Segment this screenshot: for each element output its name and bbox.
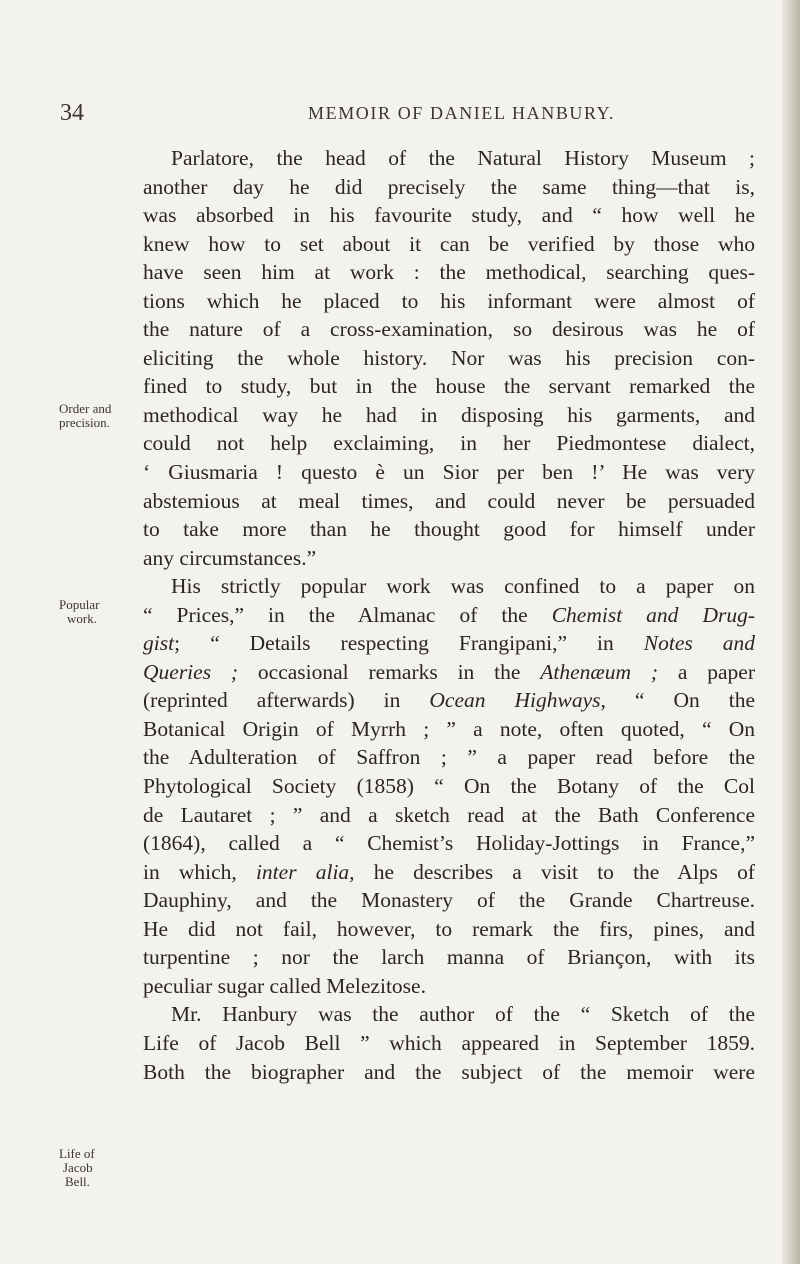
text-line: Phytological Society (1858) “ On the Botany of the Col xyxy=(143,774,755,799)
text-run: a paper xyxy=(658,659,755,684)
text-line: ‘ Giusmaria ! questo è un Sior per ben !’ He was very xyxy=(143,460,755,485)
text-line: He did not fail, however, to remark the firs, pines, and xyxy=(143,916,755,941)
margin-note-line: precision. xyxy=(59,415,110,430)
text-line: the nature of a cross-examination, so desirous was he of xyxy=(143,317,755,342)
text-run: he describes a visit to the Alps of xyxy=(354,859,755,884)
text-line: Parlatore, the head of the Natural History Museum ; xyxy=(171,146,755,170)
text-line: de Lautaret ; ” and a sketch read at the Bath Conference xyxy=(143,802,755,827)
text-line: turpentine ; nor the larch manna of Briançon, with its xyxy=(143,945,755,970)
text-run-italic: Chemist and Drug- xyxy=(551,602,755,627)
margin-note-line: Order and xyxy=(59,401,112,416)
page-number: 34 xyxy=(60,100,84,126)
text-line: methodical way he had in disposing his garments, and xyxy=(143,402,755,427)
text-line: the Adulteration of Saffron ; ” a paper read before the xyxy=(143,745,755,770)
text-line: another day he did precisely the same thing—that is, xyxy=(143,174,755,199)
text-line: tions which he placed to his informant were almost of xyxy=(143,288,755,313)
text-run-italic: Queries ; xyxy=(143,659,239,684)
text-run-italic: Athenæum ; xyxy=(540,659,659,684)
margin-note-life xyxy=(59,1147,137,1189)
text-line: Mr. Hanbury was the author of the “ Sketch of the xyxy=(171,1002,755,1027)
body-text xyxy=(143,144,755,1086)
text-line: Botanical Origin of Myrrh ; ” a note, often quoted, “ On xyxy=(143,716,755,741)
page-header xyxy=(0,100,800,140)
text-line: Life of Jacob Bell ” which appeared in September 1859. xyxy=(143,1030,755,1055)
margin-note-line: work. xyxy=(67,611,97,626)
text-run-italic: Notes and xyxy=(643,631,755,656)
text-run: (reprinted afterwards) in xyxy=(143,688,430,713)
text-line: knew how to set about it can be verified by those who xyxy=(143,231,755,256)
text-run-italic: Ocean Highways, xyxy=(429,688,606,713)
margin-note-line: Life of xyxy=(59,1146,95,1161)
text-line: His strictly popular work was confined to a paper on xyxy=(171,574,755,599)
margin-note-popular xyxy=(59,598,137,626)
margin-note-line: Bell. xyxy=(65,1174,90,1189)
margin-note-line: Jacob xyxy=(63,1160,93,1175)
page-edge xyxy=(782,0,800,1264)
text-line xyxy=(143,601,755,630)
text-line: peculiar sugar called Melezitose. xyxy=(143,973,426,998)
text-line xyxy=(143,858,755,887)
text-line: could not help exclaiming, in her Piedmontese dialect, xyxy=(143,431,755,456)
text-line: was absorbed in his favourite study, and “ how well he xyxy=(143,203,755,228)
text-line: eliciting the whole history. Nor was his precision con- xyxy=(143,345,755,370)
text-line: any circumstances.” xyxy=(143,545,317,570)
text-line: fined to study, but in the house the servant remarked the xyxy=(143,374,755,399)
text-run: ; “ Details respecting Frangipani,” in xyxy=(174,631,644,656)
text-line: Both the biographer and the subject of the memoir were xyxy=(143,1059,755,1084)
text-run-italic: gist xyxy=(143,631,175,656)
text-run: “ Prices,” in the Almanac of the xyxy=(143,602,552,627)
text-line: to take more than he thought good for himself under xyxy=(143,517,755,542)
text-run: in which, xyxy=(143,859,256,884)
text-line: Dauphiny, and the Monastery of the Grande Chartreuse. xyxy=(143,888,755,913)
text-line xyxy=(143,629,755,658)
running-title: MEMOIR OF DANIEL HANBURY. xyxy=(308,103,616,123)
text-run: occasional remarks in the xyxy=(238,659,541,684)
margin-note-line: Popular xyxy=(59,597,100,612)
text-line xyxy=(143,686,755,715)
text-line xyxy=(143,658,755,687)
text-run-italic: inter alia, xyxy=(255,859,355,884)
text-line: abstemious at meal times, and could never be persuaded xyxy=(143,488,755,513)
text-line: (1864), called a “ Chemist’s Holiday-Jottings in France,” xyxy=(143,831,755,856)
text-run: “ On the xyxy=(605,688,755,713)
text-line: have seen him at work : the methodical, searching ques- xyxy=(143,260,755,285)
margin-note-order xyxy=(59,402,137,430)
